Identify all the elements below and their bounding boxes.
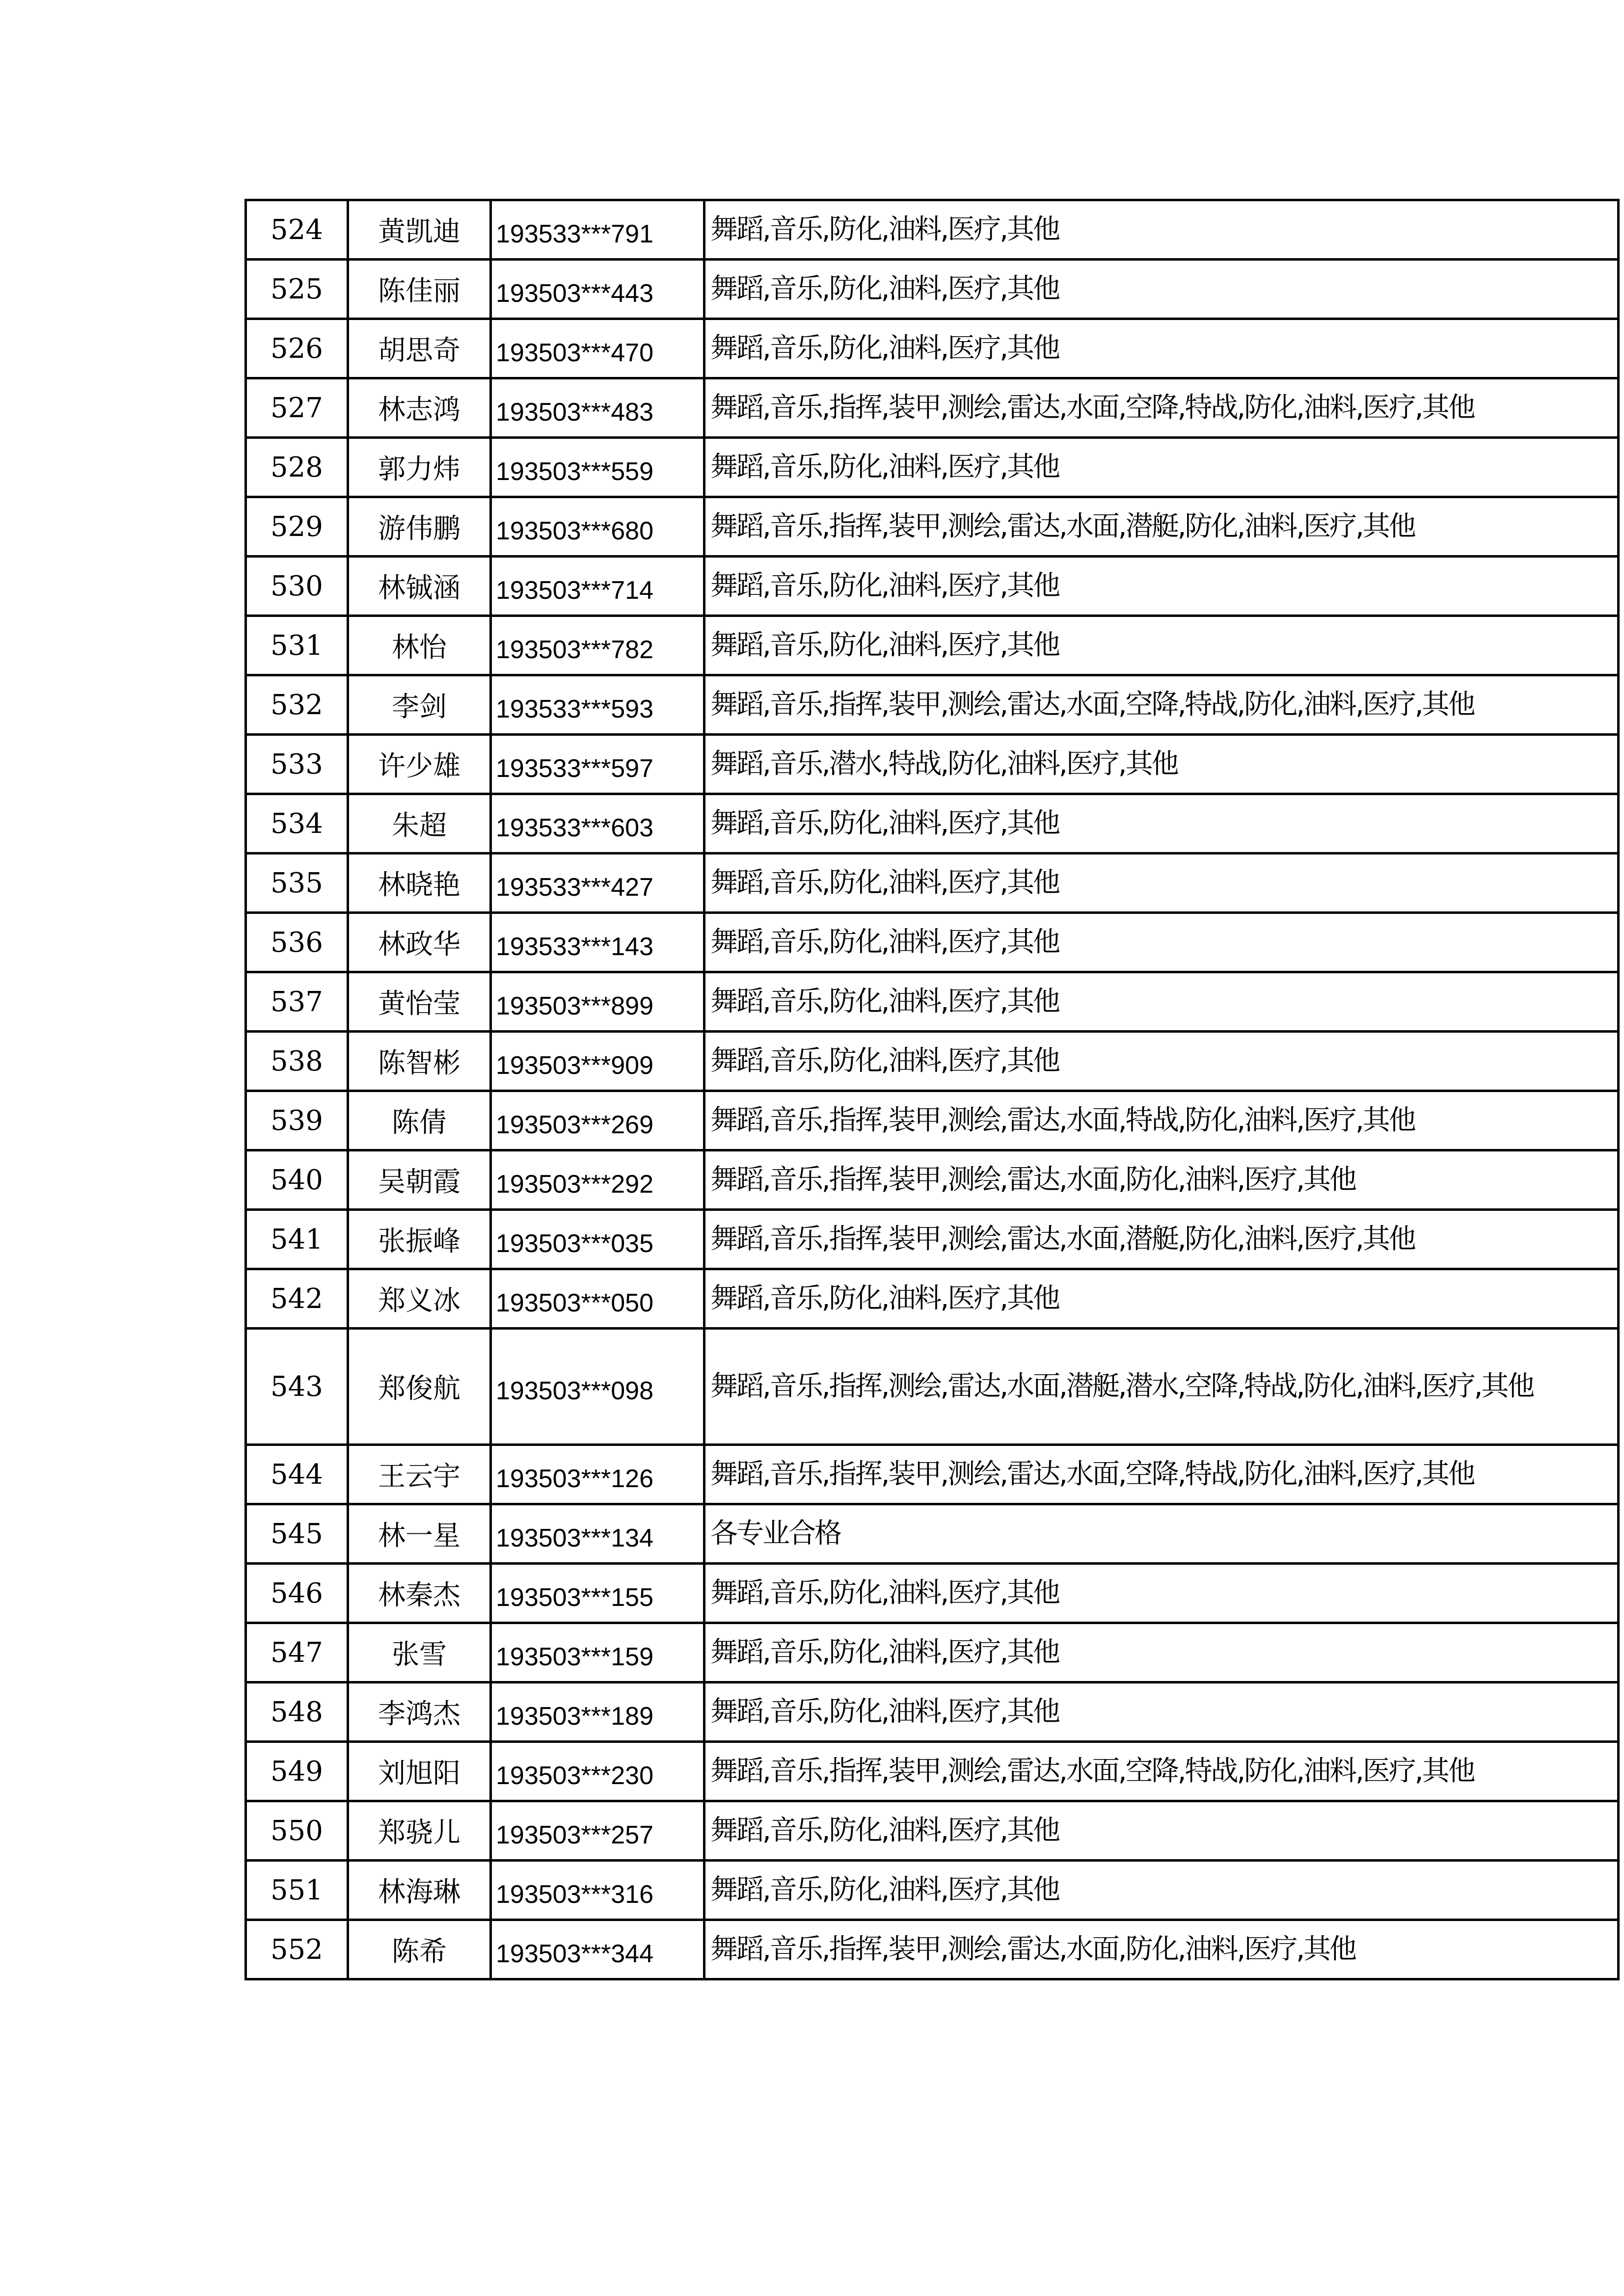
row-number-cell: 550 — [246, 1801, 348, 1861]
row-number-cell: 541 — [246, 1210, 348, 1269]
result-table-body — [246, 200, 1619, 1979]
qualification-result-cell: 舞蹈,音乐,指挥,装甲,测绘,雷达,水面,特战,防化,油料,医疗,其他 — [704, 1091, 1619, 1150]
qualification-result-cell: 舞蹈,音乐,指挥,装甲,测绘,雷达,水面,空降,特战,防化,油料,医疗,其他 — [704, 378, 1619, 438]
qualification-result-cell: 舞蹈,音乐,防化,油料,医疗,其他 — [704, 557, 1619, 616]
candidate-name-cell: 张振峰 — [348, 1210, 491, 1269]
row-number-cell: 529 — [246, 497, 348, 557]
candidate-id-cell — [491, 1682, 704, 1742]
candidate-id-cell — [491, 200, 704, 260]
row-number-cell: 542 — [246, 1269, 348, 1329]
candidate-name-cell: 林一星 — [348, 1504, 491, 1564]
candidate-id-text: 193503***483 — [496, 398, 653, 427]
candidate-id-text: 193503***035 — [496, 1229, 653, 1258]
table-row — [246, 1623, 1619, 1682]
candidate-name-cell: 许少雄 — [348, 735, 491, 794]
table-row — [246, 1150, 1619, 1210]
qualification-result-cell: 舞蹈,音乐,防化,油料,医疗,其他 — [704, 438, 1619, 497]
row-number-cell: 532 — [246, 675, 348, 735]
candidate-id-text: 193503***159 — [496, 1643, 653, 1671]
candidate-id-text: 193503***782 — [496, 636, 653, 664]
candidate-id-cell — [491, 1623, 704, 1682]
row-number-cell: 552 — [246, 1920, 348, 1979]
candidate-name-cell: 游伟鹏 — [348, 497, 491, 557]
table-row — [246, 497, 1619, 557]
candidate-id-text: 193503***909 — [496, 1051, 653, 1080]
candidate-id-text: 193503***714 — [496, 576, 653, 605]
row-number-cell: 531 — [246, 616, 348, 675]
table-row — [246, 854, 1619, 913]
qualification-result-cell: 舞蹈,音乐,防化,油料,医疗,其他 — [704, 1032, 1619, 1091]
qualification-result-cell: 舞蹈,音乐,指挥,装甲,测绘,雷达,水面,潜艇,防化,油料,医疗,其他 — [704, 1210, 1619, 1269]
candidate-name-cell: 李鸿杰 — [348, 1682, 491, 1742]
candidate-name-cell: 林铖涵 — [348, 557, 491, 616]
qualification-result-cell: 舞蹈,音乐,防化,油料,医疗,其他 — [704, 913, 1619, 972]
candidate-id-cell — [491, 319, 704, 378]
candidate-id-text: 193503***155 — [496, 1583, 653, 1612]
row-number-cell: 549 — [246, 1742, 348, 1801]
candidate-id-text: 193503***470 — [496, 339, 653, 367]
candidate-id-cell — [491, 1269, 704, 1329]
candidate-id-cell — [491, 1742, 704, 1801]
candidate-id-cell — [491, 1920, 704, 1979]
row-number-cell: 535 — [246, 854, 348, 913]
table-row — [246, 1564, 1619, 1623]
candidate-name-cell: 林晓艳 — [348, 854, 491, 913]
candidate-id-cell — [491, 1504, 704, 1564]
qualification-result-cell: 舞蹈,音乐,防化,油料,医疗,其他 — [704, 616, 1619, 675]
candidate-id-text: 193503***269 — [496, 1111, 653, 1139]
candidate-id-cell — [491, 1801, 704, 1861]
qualification-result-cell: 舞蹈,音乐,防化,油料,医疗,其他 — [704, 1682, 1619, 1742]
candidate-id-text: 193503***189 — [496, 1702, 653, 1731]
qualification-result-cell: 舞蹈,音乐,防化,油料,医疗,其他 — [704, 1801, 1619, 1861]
qualification-result-cell: 舞蹈,音乐,指挥,装甲,测绘,雷达,水面,潜艇,防化,油料,医疗,其他 — [704, 497, 1619, 557]
table-row — [246, 1329, 1619, 1445]
row-number-cell: 534 — [246, 794, 348, 854]
row-number-cell: 538 — [246, 1032, 348, 1091]
table-row — [246, 794, 1619, 854]
candidate-id-text: 193533***597 — [496, 754, 653, 783]
qualification-result-cell: 舞蹈,音乐,防化,油料,医疗,其他 — [704, 1861, 1619, 1920]
candidate-id-cell — [491, 260, 704, 319]
table-row — [246, 616, 1619, 675]
table-row — [246, 319, 1619, 378]
candidate-id-cell — [491, 497, 704, 557]
candidate-name-cell: 张雪 — [348, 1623, 491, 1682]
candidate-id-cell — [491, 378, 704, 438]
qualification-result-cell: 舞蹈,音乐,指挥,装甲,测绘,雷达,水面,空降,特战,防化,油料,医疗,其他 — [704, 1742, 1619, 1801]
qualification-result-cell: 舞蹈,音乐,防化,油料,医疗,其他 — [704, 972, 1619, 1032]
row-number-cell: 537 — [246, 972, 348, 1032]
qualification-result-cell: 舞蹈,音乐,防化,油料,医疗,其他 — [704, 1623, 1619, 1682]
candidate-id-cell — [491, 913, 704, 972]
table-row — [246, 378, 1619, 438]
candidate-id-text: 193503***257 — [496, 1821, 653, 1849]
candidate-id-text: 193503***899 — [496, 992, 653, 1020]
qualification-result-cell: 舞蹈,音乐,防化,油料,医疗,其他 — [704, 1564, 1619, 1623]
candidate-id-cell — [491, 1329, 704, 1445]
table-row — [246, 200, 1619, 260]
candidate-id-text: 193503***292 — [496, 1170, 653, 1199]
table-row — [246, 1269, 1619, 1329]
table-row — [246, 972, 1619, 1032]
candidate-name-cell: 林秦杰 — [348, 1564, 491, 1623]
candidate-id-text: 193533***143 — [496, 933, 653, 961]
candidate-id-text: 193503***050 — [496, 1289, 653, 1317]
row-number-cell: 528 — [246, 438, 348, 497]
table-row — [246, 1861, 1619, 1920]
candidate-id-text: 193533***791 — [496, 220, 653, 248]
candidate-name-cell: 林怡 — [348, 616, 491, 675]
row-number-cell: 525 — [246, 260, 348, 319]
row-number-cell: 546 — [246, 1564, 348, 1623]
row-number-cell: 527 — [246, 378, 348, 438]
table-row — [246, 1682, 1619, 1742]
candidate-id-text: 193503***098 — [496, 1377, 653, 1405]
table-row — [246, 1742, 1619, 1801]
candidate-id-cell — [491, 1861, 704, 1920]
candidate-id-cell — [491, 557, 704, 616]
qualification-result-cell: 舞蹈,音乐,防化,油料,医疗,其他 — [704, 854, 1619, 913]
qualification-result-cell: 舞蹈,音乐,防化,油料,医疗,其他 — [704, 319, 1619, 378]
candidate-id-text: 193503***680 — [496, 517, 653, 545]
candidate-name-cell: 李剑 — [348, 675, 491, 735]
row-number-cell: 526 — [246, 319, 348, 378]
candidate-id-cell — [491, 616, 704, 675]
row-number-cell: 545 — [246, 1504, 348, 1564]
table-row — [246, 1032, 1619, 1091]
candidate-id-text: 193503***134 — [496, 1524, 653, 1552]
table-row — [246, 1801, 1619, 1861]
qualification-result-cell: 舞蹈,音乐,指挥,测绘,雷达,水面,潜艇,潜水,空降,特战,防化,油料,医疗,其他 — [704, 1329, 1619, 1445]
row-number-cell: 540 — [246, 1150, 348, 1210]
table-row — [246, 1920, 1619, 1979]
candidate-id-text: 193503***230 — [496, 1762, 653, 1790]
candidate-id-cell — [491, 1445, 704, 1504]
candidate-id-cell — [491, 735, 704, 794]
row-number-cell: 536 — [246, 913, 348, 972]
table-row — [246, 260, 1619, 319]
qualification-result-cell: 各专业合格 — [704, 1504, 1619, 1564]
candidate-name-cell: 林政华 — [348, 913, 491, 972]
candidate-id-cell — [491, 854, 704, 913]
candidate-name-cell: 吴朝霞 — [348, 1150, 491, 1210]
row-number-cell: 524 — [246, 200, 348, 260]
qualification-result-cell: 舞蹈,音乐,防化,油料,医疗,其他 — [704, 200, 1619, 260]
candidate-id-cell — [491, 675, 704, 735]
qualification-result-cell: 舞蹈,音乐,潜水,特战,防化,油料,医疗,其他 — [704, 735, 1619, 794]
candidate-id-cell — [491, 438, 704, 497]
qualification-result-cell: 舞蹈,音乐,防化,油料,医疗,其他 — [704, 1269, 1619, 1329]
result-table — [244, 199, 1620, 1980]
candidate-name-cell: 林海琳 — [348, 1861, 491, 1920]
candidate-name-cell: 陈倩 — [348, 1091, 491, 1150]
candidate-name-cell: 陈希 — [348, 1920, 491, 1979]
candidate-name-cell: 朱超 — [348, 794, 491, 854]
qualification-result-cell: 舞蹈,音乐,指挥,装甲,测绘,雷达,水面,防化,油料,医疗,其他 — [704, 1150, 1619, 1210]
table-row — [246, 1091, 1619, 1150]
candidate-name-cell: 胡思奇 — [348, 319, 491, 378]
qualification-result-cell: 舞蹈,音乐,指挥,装甲,测绘,雷达,水面,空降,特战,防化,油料,医疗,其他 — [704, 675, 1619, 735]
candidate-id-cell — [491, 794, 704, 854]
table-row — [246, 438, 1619, 497]
candidate-name-cell: 黄怡莹 — [348, 972, 491, 1032]
candidate-name-cell: 郑俊航 — [348, 1329, 491, 1445]
candidate-id-text: 193503***126 — [496, 1465, 653, 1493]
candidate-name-cell: 郭力炜 — [348, 438, 491, 497]
row-number-cell: 530 — [246, 557, 348, 616]
candidate-id-text: 193503***443 — [496, 279, 653, 308]
candidate-id-cell — [491, 1091, 704, 1150]
candidate-id-cell — [491, 1150, 704, 1210]
candidate-name-cell: 黄凯迪 — [348, 200, 491, 260]
row-number-cell: 539 — [246, 1091, 348, 1150]
row-number-cell: 533 — [246, 735, 348, 794]
qualification-result-cell: 舞蹈,音乐,指挥,装甲,测绘,雷达,水面,防化,油料,医疗,其他 — [704, 1920, 1619, 1979]
qualification-result-cell: 舞蹈,音乐,指挥,装甲,测绘,雷达,水面,空降,特战,防化,油料,医疗,其他 — [704, 1445, 1619, 1504]
table-row — [246, 675, 1619, 735]
qualification-result-cell: 舞蹈,音乐,防化,油料,医疗,其他 — [704, 260, 1619, 319]
table-row — [246, 913, 1619, 972]
table-row — [246, 1210, 1619, 1269]
row-number-cell: 543 — [246, 1329, 348, 1445]
candidate-name-cell: 郑义冰 — [348, 1269, 491, 1329]
candidate-id-cell — [491, 1032, 704, 1091]
row-number-cell: 548 — [246, 1682, 348, 1742]
candidate-name-cell: 郑骁儿 — [348, 1801, 491, 1861]
candidate-id-cell — [491, 972, 704, 1032]
candidate-name-cell: 陈智彬 — [348, 1032, 491, 1091]
candidate-id-cell — [491, 1210, 704, 1269]
candidate-id-text: 193533***603 — [496, 814, 653, 842]
candidate-name-cell: 王云宇 — [348, 1445, 491, 1504]
candidate-name-cell: 陈佳丽 — [348, 260, 491, 319]
table-row — [246, 735, 1619, 794]
candidate-id-text: 193533***593 — [496, 695, 653, 723]
qualification-result-cell: 舞蹈,音乐,防化,油料,医疗,其他 — [704, 794, 1619, 854]
candidate-id-text: 193503***344 — [496, 1940, 653, 1968]
candidate-name-cell: 刘旭阳 — [348, 1742, 491, 1801]
row-number-cell: 544 — [246, 1445, 348, 1504]
table-row — [246, 557, 1619, 616]
table-row — [246, 1504, 1619, 1564]
row-number-cell: 547 — [246, 1623, 348, 1682]
candidate-id-text: 193503***316 — [496, 1880, 653, 1909]
candidate-name-cell: 林志鸿 — [348, 378, 491, 438]
row-number-cell: 551 — [246, 1861, 348, 1920]
candidate-id-text: 193503***559 — [496, 457, 653, 486]
candidate-id-text: 193533***427 — [496, 873, 653, 902]
table-row — [246, 1445, 1619, 1504]
candidate-id-cell — [491, 1564, 704, 1623]
